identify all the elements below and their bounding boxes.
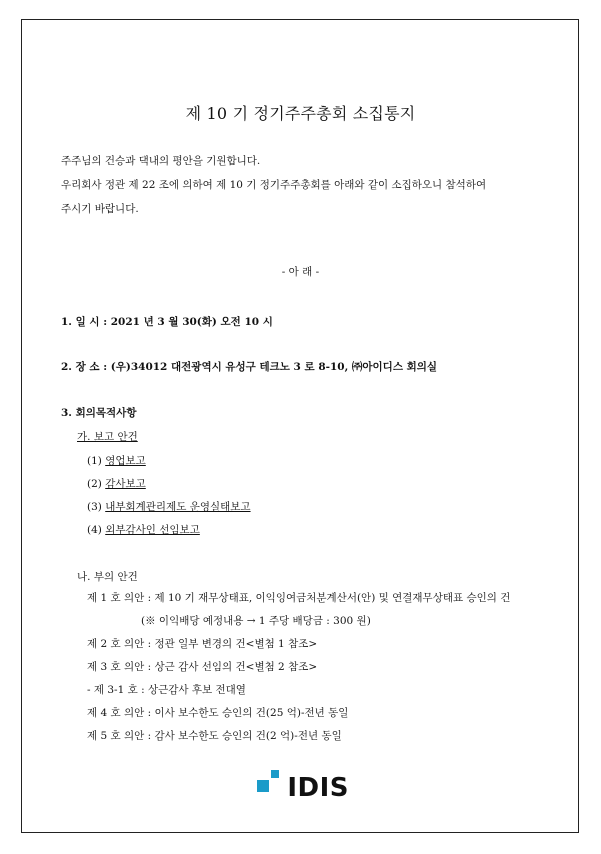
dividend-note: (※ 이익배당 예정내용 → 1 주당 배당금 : 300 원) xyxy=(141,615,371,627)
logo-mark-icon xyxy=(257,770,284,800)
report-item xyxy=(87,522,200,537)
resolution-item xyxy=(87,636,317,651)
resolution-text: 감사 보수한도 승인의 건(2 억)-전년 동일 xyxy=(154,730,342,742)
resolution-text: 이사 보수한도 승인의 건(25 억)-전년 동일 xyxy=(154,707,349,719)
report-item-num: (3) xyxy=(87,501,102,513)
resolution-text: 정관 일부 변경의 건<별첨 1 참조> xyxy=(154,638,318,650)
report-item-text: 영업보고 xyxy=(105,455,146,467)
report-item xyxy=(87,476,146,491)
report-item-text: 내부회계관리제도 운영실태보고 xyxy=(105,501,251,513)
place-label: 2. 장 소 : xyxy=(61,361,108,373)
resolution-text: 상근 감사 선임의 건<별첨 2 참조> xyxy=(154,661,318,673)
greeting-line-2: 우리회사 정관 제 22 조에 의하여 제 10 기 정기주주총회를 아래와 같이 소집하오니 참석하여 xyxy=(61,179,487,191)
logo-text: IDIS xyxy=(287,773,349,803)
report-heading xyxy=(77,429,138,444)
greeting-line-3: 주시기 바랍니다. xyxy=(61,203,139,215)
datetime-label: 1. 일 시 : xyxy=(61,316,108,328)
resolution-prefix: 제 3 호 의안 : xyxy=(87,661,152,673)
resolution-prefix: 제 4 호 의안 : xyxy=(87,707,152,719)
report-item xyxy=(87,499,251,514)
resolution-item xyxy=(87,728,342,743)
resolution-heading: 나. 부의 안건 xyxy=(77,571,138,583)
report-item-text: 외부감사인 선임보고 xyxy=(105,524,200,536)
resolution-prefix: - 제 3-1 호 : xyxy=(87,684,145,696)
agenda-heading: 3. 회의목적사항 xyxy=(61,407,137,419)
notice-title: 제 10 기 정기주주총회 소집통지 xyxy=(185,104,416,123)
resolution-text: 제 10 기 재무상태표, 이익잉여금처분계산서(안) 및 연결재무상태표 승인의 건 xyxy=(154,592,511,604)
company-logo xyxy=(257,765,349,805)
report-item-text: 감사보고 xyxy=(105,478,146,490)
resolution-item xyxy=(87,705,348,720)
report-item-num: (2) xyxy=(87,478,102,490)
report-heading-text: 가. 보고 안건 xyxy=(77,431,138,443)
greeting-line-1: 주주님의 건승과 댁내의 평안을 기원합니다. xyxy=(61,155,261,167)
resolution-item xyxy=(87,590,510,605)
report-item-num: (1) xyxy=(87,455,102,467)
resolution-text: 상근감사 후보 전대열 xyxy=(147,684,246,696)
meeting-place xyxy=(61,359,437,374)
report-item-num: (4) xyxy=(87,524,102,536)
resolution-prefix: 제 1 호 의안 : xyxy=(87,592,152,604)
resolution-item xyxy=(87,682,246,697)
datetime-value: 2021 년 3 월 30(화) 오전 10 시 xyxy=(110,316,273,328)
meeting-datetime xyxy=(61,314,273,329)
resolution-item xyxy=(87,659,317,674)
resolution-prefix: 제 2 호 의안 : xyxy=(87,638,152,650)
below-heading: - 아 래 - xyxy=(281,266,320,278)
report-item xyxy=(87,453,146,468)
place-value: (우)34012 대전광역시 유성구 테크노 3 로 8-10, ㈜아이디스 회의실 xyxy=(110,361,438,373)
resolution-prefix: 제 5 호 의안 : xyxy=(87,730,152,742)
